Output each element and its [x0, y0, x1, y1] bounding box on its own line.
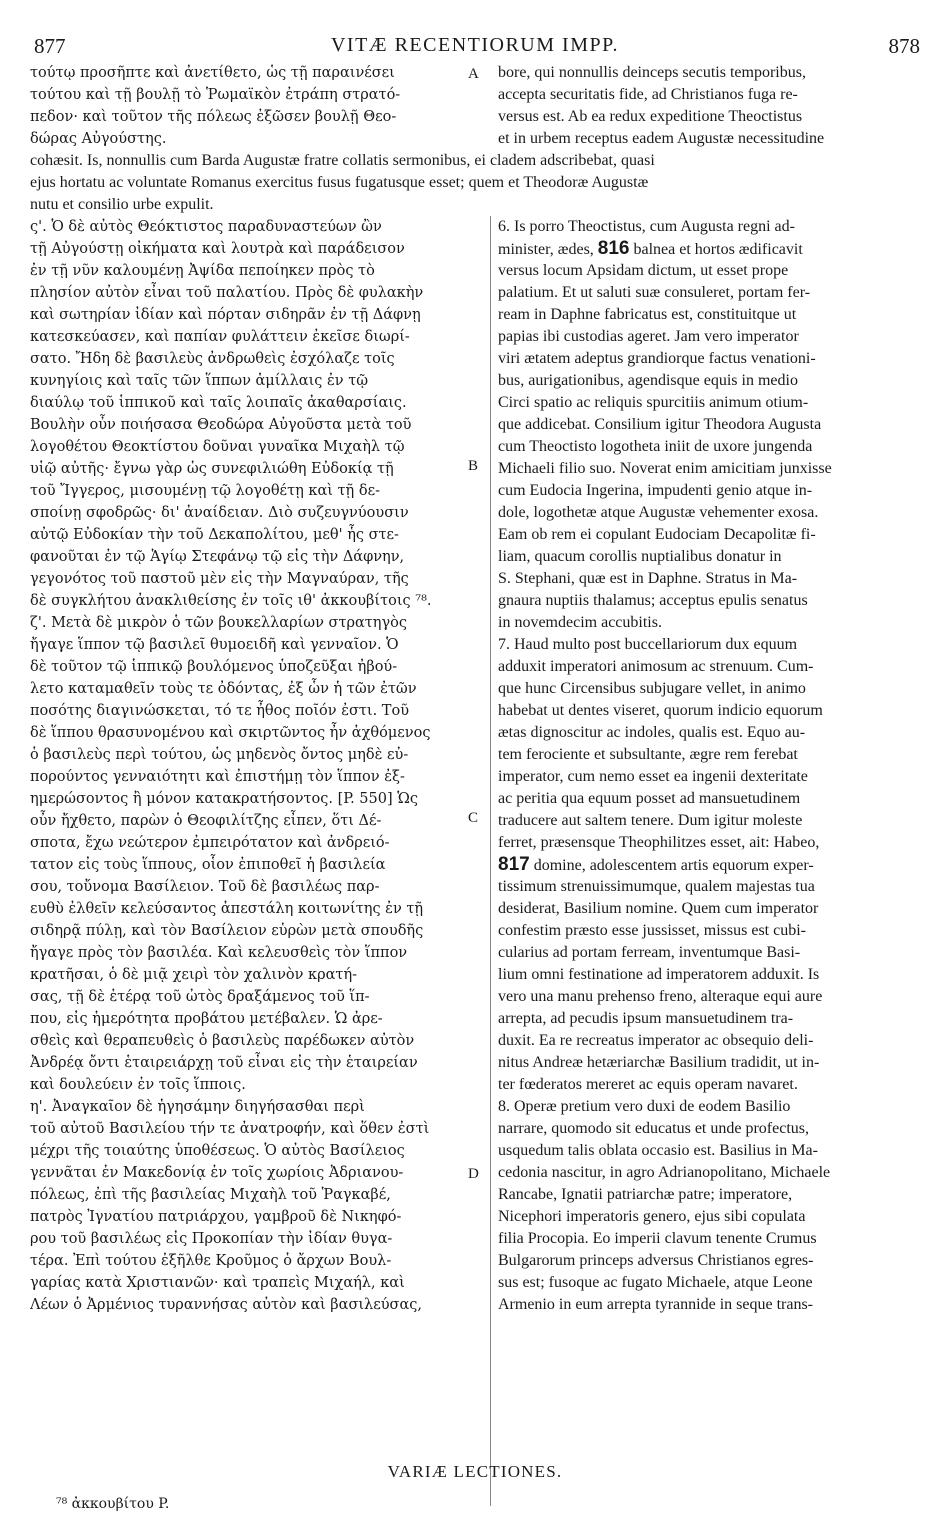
text-line: κυνηγίοις καὶ ταῖς τῶν ἵππων ἁμίλλαις ἐν τῷ	[30, 373, 369, 389]
text-line: versus locum Apsidam dictum, ut esset prope	[498, 262, 789, 279]
text-line: τούτῳ προσῆπτε καὶ ἀνετίθετο, ὡς τῇ παραινέσει	[30, 65, 395, 81]
margin-letter-a: A	[468, 66, 479, 82]
column-number: 817	[498, 854, 530, 875]
text-line: τοῦ Ἴγγερος, μισουμένῃ τῷ λογοθέτῃ καὶ τῇ δε-	[30, 483, 380, 499]
text-line: ημερώσοντος ἢ μόνον κατακρατήσοντος. [P. 550] Ὡς	[30, 791, 418, 807]
text-line: σποίνῃ σφοδρῶς· δι' ἀναίδειαν. Διὸ συζευγνύουσιν	[30, 505, 409, 521]
latin-full-width	[30, 150, 922, 216]
margin-letter-b: B	[468, 458, 479, 474]
text-line: ς'. Ὁ δὲ αὐτὸς Θεόκτιστος παραδυναστεύων ὢν	[30, 219, 382, 235]
text-line: imperator, cum nemo esset ea ingenii dexteritate	[498, 768, 808, 785]
text-line: η'. Ἀναγκαῖον δὲ ἡγησάμην διηγήσασθαι περὶ	[30, 1099, 365, 1115]
page-number-left: 877	[34, 34, 66, 58]
text-line: 7. Haud multo post buccellariorum dux equum	[498, 636, 798, 653]
text-line: σποτα, ἔχω νεώτερον ἐμπειρότατον καὶ ἀνδρειό-	[30, 835, 390, 851]
text-line: 8. Operæ pretium vero duxi de eodem Basilio	[498, 1098, 791, 1115]
text-line: arrepta, ad pecudis ipsum mansuetudinem tra-	[498, 1010, 794, 1027]
text-line: σας, τῇ δὲ ἑτέρᾳ τοῦ ὠτὸς δραξάμενος τοῦ ἵπ-	[30, 989, 370, 1005]
text-line: cohæsit. Is, nonnullis cum Barda Augustæ fratre collatis sermonibus, ei cladem adscribebat, quasi	[30, 152, 655, 169]
text-line: gnaura nuptiis thalamus; acceptus epulis senatus	[498, 592, 808, 609]
text-line: ζ'. Μετὰ δὲ μικρὸν ὁ τῶν βουκελλαρίων στρατηγὸς	[30, 615, 408, 631]
text-line: bore, qui nonnullis deinceps secutis temporibus,	[498, 64, 806, 81]
text-line: nutu et consilio urbe expulit.	[30, 196, 214, 213]
text-line: λογοθέτου Θεοκτίστου δοῦναι γυναῖκα Μιχαὴλ τῷ	[30, 439, 405, 455]
text-line: palatium. Et ut saluti suæ consuleret, portam fer-	[498, 284, 811, 301]
text-line: πορούντος γενναιότητι καὶ ἐπιστήμῃ τὸν ἵππον ἐξ-	[30, 769, 405, 785]
text-line: μέχρι τῆς τοιαύτης ὑποθέσεως. Ὁ αὐτὸς Βασίλειος	[30, 1143, 405, 1159]
text-line: 817 domine, adolescentem artis equorum exper-	[498, 854, 814, 875]
text-line: accepta securitatis fide, ad Christianos fuga re-	[498, 86, 798, 103]
text-line: λετο καταμαθεῖν τοὺς τε ὀδόντας, ἐξ ὧν ἡ τῶν ἐτῶν	[30, 681, 417, 697]
text-line: σθεὶς καὶ θεραπευθεὶς ὁ βασιλεὺς παρέδωκεν αὐτὸν	[30, 1033, 415, 1049]
page-number-right: 878	[888, 34, 920, 58]
text-line: ποσότης διαγινώσκεται, τό τε ἦθος ποῖόν ἐστι. Τοῦ	[30, 703, 410, 719]
text-line: Ἀνδρέᾳ ὄντι ἑταιρειάρχῃ τοῦ εἶναι εἰς τὴν ἑταιρείαν	[30, 1055, 418, 1071]
text-line: S. Stephani, quæ est in Daphne. Stratus in Ma-	[498, 570, 798, 587]
greek-column-block1	[30, 62, 464, 150]
text-line: ter fœderatos mereret ac equis operam navaret.	[498, 1076, 798, 1093]
text-line: δὲ συγκλήτου ἀνακλιθείσης ἐν τοῖς ιθ' ἀκκουβίτοις ⁷⁸.	[30, 593, 432, 609]
variae-lectiones-heading: VARIÆ LECTIONES.	[387, 1462, 563, 1481]
text-line: Λέων ὁ Ἀρμένιος τυραννήσας αὐτὸν καὶ βασιλεύσας,	[30, 1297, 422, 1313]
text-line: ferret, præsensque Theophilitzes esset, ait: Habeo,	[498, 834, 820, 851]
text-line: que addicebat. Consilium igitur Theodora Augusta	[498, 416, 822, 433]
text-line: ἐν τῇ νῦν καλουμένῃ Ἀψίδα πεποίηκεν πρὸς τὸ	[30, 263, 375, 279]
text-line: υἱῷ αὐτῆς· ἔγνω γὰρ ὡς συνεφιλιώθη Εὐδοκίᾳ τῇ	[30, 461, 394, 477]
text-line: adduxit imperatori animosum ac strenuum. Cum-	[498, 658, 814, 675]
text-line: ejus hortatu ac voluntate Romanus exercitus fusus fugatusque esset; quem et Theodoræ Augustæ	[30, 174, 649, 191]
text-line: Eam ob rem ei copulant Eudociam Decapolitæ fi-	[498, 526, 816, 543]
text-line: αὐτῷ Εὐδοκίαν τὴν τοῦ Δεκαπολίτου, μεθ' ἧς στε-	[30, 527, 399, 543]
text-line: κατεσκεύασεν, καὶ παπίαν φυλάττειν ἐκεῖσε διωρί-	[30, 329, 410, 345]
text-line: tissimum strenuissimumque, qualem majestas tua	[498, 878, 815, 895]
text-line: δώρας Αὐγούστης.	[30, 131, 167, 147]
text-line: σατο. Ἤδη δὲ βασιλεὺς ἀνδρωθεὶς ἐσχόλαζε τοῖς	[30, 351, 395, 367]
page-header	[30, 30, 920, 62]
text-line: δὲ ἵππου θρασυνομένου καὶ σκιρτῶντος ἦν ἀχθόμενος	[30, 725, 431, 741]
text-line: cedonia nascitur, in agro Adrianopolitano, Michaele	[498, 1164, 831, 1181]
text-line: usquedum talis oblata occasio est. Basilius in Ma-	[498, 1142, 818, 1159]
text-line: ὁ βασιλεὺς περὶ τούτου, ὡς μηδενὸς ὄντος μηδὲ εὐ-	[30, 747, 409, 763]
page	[30, 30, 920, 1530]
margin-letter-d: D	[468, 1166, 479, 1182]
text-line: πόλεως, ἐπὶ τῆς βασιλείας Μιχαὴλ τοῦ Ῥαγκαβέ,	[30, 1187, 391, 1203]
running-title: VITÆ RECENTIORUM IMPP.	[330, 34, 620, 56]
text-line: διαύλῳ τοῦ ἱππικοῦ καὶ ταῖς λοιπαῖς ἀκαθαρσίαις.	[30, 395, 407, 411]
footnote: ⁷⁸ ἀκκουβίτου P.	[56, 1496, 170, 1512]
text-line: dole, logothetæ atque Augustæ vehementer exosa.	[498, 504, 819, 521]
text-line: Βουλὴν οὖν ποιήσασα Θεοδώρα Αὐγοῦστα μετὰ τοῦ	[30, 417, 412, 433]
text-line: ream in Daphne fabricatus est, constituitque ut	[498, 306, 797, 323]
text-line: καὶ σωτηρίαν ἰδίαν καὶ πόρταν σιδηρᾶν ἐν τῇ Δάφνῃ	[30, 307, 421, 323]
latin-column-block1	[498, 62, 922, 150]
text-line: ac peritia qua equum posset ad mansuetudinem	[498, 790, 801, 807]
text-line: lium omni festinatione ad imperatorem adduxit. Is	[498, 966, 820, 983]
text-line: ἤγαγε ἵππον τῷ βασιλεῖ θυμοειδῆ καὶ γενναῖον. Ὁ	[30, 637, 399, 653]
text-line: ætas dignoscitur ac indoles, qualis est. Equo au-	[498, 724, 806, 741]
text-line: γαρίας κατὰ Χριστιανῶν· καὶ τραπεὶς Μιχαήλ, καὶ	[30, 1275, 405, 1291]
text-line: liam, quacum corollis nuptialibus donatur in	[498, 548, 782, 565]
greek-column	[30, 216, 464, 1316]
text-line: τοῦ αὐτοῦ Βασιλείου τήν τε ἀνατροφήν, καὶ ὅθεν ἐστὶ	[30, 1121, 430, 1137]
column-number: 816	[597, 238, 630, 259]
text-line: nitus Andreæ hetæriarchæ Basilium tradidit, ut in-	[498, 1054, 820, 1071]
text-line: Bulgarorum princeps adversus Christianos egres-	[498, 1252, 814, 1269]
text-line: τατον εἰς τοὺς ἵππους, οἷον ἐπιποθεῖ ἡ βασιλεία	[30, 857, 386, 873]
text-line: que hunc Circensibus subjugare vellet, in animo	[498, 680, 806, 697]
text-line: versus est. Ab ea redux expeditione Theoctistus	[498, 108, 803, 125]
text-line: habebat ut dentes viseret, quorum indicio equorum	[498, 702, 823, 719]
text-line: minister, ædes, 816 balnea et hortos ædificavit	[498, 238, 803, 259]
text-line: in novemdecim accubitis.	[498, 614, 662, 631]
text-line: κρατῆσαι, ὁ δὲ μιᾷ χειρὶ τὸν χαλινὸν κρατή-	[30, 967, 358, 983]
text-line: et in urbem receptus eadem Augustæ necessitudine	[498, 130, 825, 147]
text-line: πατρὸς Ἰγνατίου πατριάρχου, γαμβροῦ δὲ Νικηφό-	[30, 1209, 402, 1225]
text-line: γεννᾶται ἐν Μακεδονίᾳ ἐν τοῖς χωρίοις Ἀδριανου-	[30, 1165, 404, 1181]
text-line: σιδηρᾷ πύλῃ, καὶ τὸν Βασίλειον εὑρὼν μετὰ σπουδῆς	[30, 923, 424, 939]
text-line: δὲ τοῦτον τῷ ἱππικῷ βουλόμενος ὑποζεῦξαι ἠβού-	[30, 659, 398, 675]
text-line: που, εἰς ἡμερότητα προβάτου μετέβαλεν. Ὡ ἀρε-	[30, 1011, 383, 1027]
text-line: bus, aurigationibus, agendisque equis in medio	[498, 372, 798, 389]
text-line: tem ferociente et subsultante, ægre rem ferebat	[498, 746, 798, 763]
text-line: Rancabe, Ignatii patriarchæ patre; imperatore,	[498, 1186, 793, 1203]
text-line: Michaeli filio suo. Noverat enim amicitiam junxisse	[498, 460, 832, 477]
text-line: vero una manu prehenso freno, alteraque equi aure	[498, 988, 823, 1005]
text-line: traducere aut saltem tenere. Dum igitur moleste	[498, 812, 803, 829]
text-line: ρου τοῦ βασιλέως εἰς Προκοπίαν τὴν ἰδίαν θυγα-	[30, 1231, 393, 1247]
text-line: Armenio in eum arrepta tyrannide in seque trans-	[498, 1296, 813, 1313]
margin-letter-c: C	[468, 810, 479, 826]
text-line: duxit. Ea re recreatus imperator ac obsequio deli-	[498, 1032, 814, 1049]
text-line: τῇ Αὐγούστῃ οἰκήματα καὶ λουτρὰ καὶ παράδεισον	[30, 241, 405, 257]
text-line: cum Eudocia Ingerina, impudenti genio atque in-	[498, 482, 813, 499]
text-line: φανοῦται ἐν τῷ Ἁγίῳ Στεφάνῳ τῷ εἰς τὴν Δάφνην,	[30, 549, 405, 565]
text-line: πλησίον αὐτὸν εἶναι τοῦ παλατίου. Πρὸς δὲ φυλακὴν	[30, 285, 424, 301]
text-line: confestim præsto esse jussisset, missus est cubi-	[498, 922, 806, 939]
text-line: οὖν ἤχθετο, παρὼν ὁ Θεοφιλίτζης εἶπεν, ὅτι Δέ-	[30, 813, 382, 829]
text-line: ευθὺ ἐλθεῖν κελεύσαντος ἀπεστάλη κοιτωνίτης ἐν τῇ	[30, 901, 424, 917]
text-line: desiderat, Basilium nomine. Quem cum imperator	[498, 900, 819, 917]
text-line: τούτου καὶ τῇ βουλῇ τὸ Ῥωμαϊκὸν ἐτράπη στρατό-	[30, 87, 401, 103]
column-divider	[490, 216, 491, 1506]
text-line: filia Procopia. Eo imperii clavum tenente Crumus	[498, 1230, 817, 1247]
text-line: ἤγαγε πρὸς τὸν βασιλέα. Καὶ κελευσθεὶς τὸν ἵππον	[30, 945, 408, 961]
text-line: Nicephori imperatoris genero, ejus sibi copulata	[498, 1208, 806, 1225]
text-line: τέρα. Ἐπὶ τούτου ἐξῆλθε Κροῦμος ὁ ἄρχων Βουλ-	[30, 1253, 392, 1269]
text-line: cum Theoctisto logotheta iniit de uxore jungenda	[498, 438, 813, 455]
text-line: σου, τοὔνομα Βασίλειον. Τοῦ δὲ βασιλέως παρ-	[30, 879, 380, 895]
latin-column	[498, 216, 922, 1316]
text-line: Circi spatio ac reliquis spurcitiis animum otium-	[498, 394, 809, 411]
text-line: πεδον· καὶ τοῦτον τῆς πόλεως ἐξῶσεν βουλῇ Θεο-	[30, 109, 397, 125]
text-line: cularius ad portam ferream, inventumque Basi-	[498, 944, 801, 961]
text-line: 6. Is porro Theoctistus, cum Augusta regni ad-	[498, 218, 795, 235]
text-line: narrare, quomodo sit educatus et unde profectus,	[498, 1120, 810, 1137]
text-line: καὶ δουλεύειν ἐν τοῖς ἵπποις.	[30, 1077, 246, 1093]
text-line: viri ætatem adeptus grandiorque factus venationi-	[498, 350, 816, 367]
text-line: papias ibi custodias ageret. Jam vero imperator	[498, 328, 799, 345]
text-line: γεγονότος τοῦ παστοῦ μὲν εἰς τὴν Μαγναύραν, τῆς	[30, 571, 409, 587]
text-line: sus est; fusoque ac fugato Michaele, atque Leone	[498, 1274, 813, 1291]
